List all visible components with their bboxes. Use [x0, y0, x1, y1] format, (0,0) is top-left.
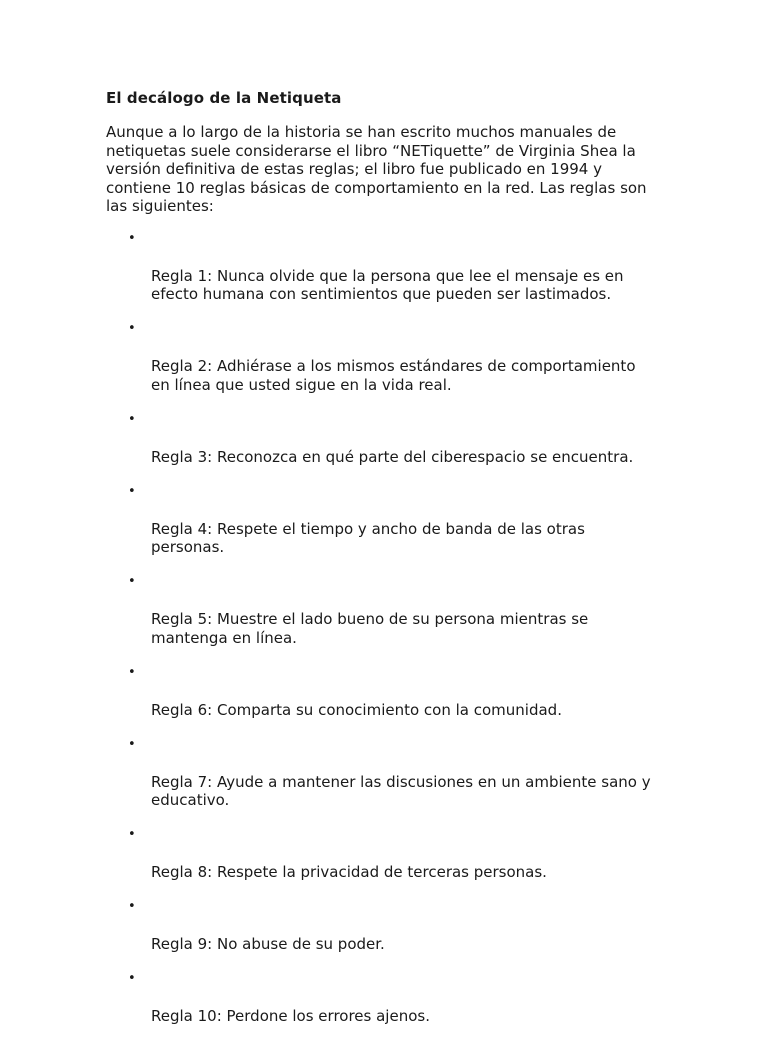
rules-list	[106, 230, 666, 1026]
bullet-icon: •	[128, 664, 136, 680]
bullet-icon: •	[128, 899, 136, 914]
bullet-icon: •	[128, 230, 136, 246]
list-item	[106, 411, 666, 467]
document-content	[106, 88, 666, 1042]
rule-text: Regla 6: Comparta su conocimiento con la comunidad.	[151, 700, 562, 719]
rule-text: Regla 7: Ayude a mantener las discusiones en un ambiente sano y educativo.	[151, 772, 651, 809]
bullet-icon: •	[128, 736, 136, 752]
list-item	[106, 230, 666, 304]
list-item	[106, 736, 666, 810]
rule-text: Regla 5: Muestre el lado bueno de su persona mientras se mantenga en línea.	[151, 610, 589, 647]
intro-paragraph: Aunque a lo largo de la historia se han escrito muchos manuales de netiquetas suele considerarse el libro “NETiquette” de Virginia Shea la versión definitiva de estas reglas; el libro fue publicado en 1994 y contiene 10 reglas básicas de comportamiento en la red. Las reglas son las siguientes:	[106, 123, 647, 215]
rule-text: Regla 4: Respete el tiempo y ancho de banda de las otras personas.	[151, 519, 585, 556]
bullet-icon: •	[128, 483, 136, 499]
bullet-icon: •	[128, 321, 136, 336]
list-item	[106, 573, 666, 647]
rule-text: Regla 8: Respete la privacidad de terceras personas.	[151, 863, 547, 881]
rule-text: Regla 3: Reconozca en qué parte del ciberespacio se encuentra.	[151, 447, 634, 466]
rule-text: Regla 2: Adhiérase a los mismos estándares de comportamiento en línea que usted sigue en la vida real.	[151, 357, 636, 394]
rule-text: Regla 10: Perdone los errores ajenos.	[151, 1007, 430, 1025]
bullet-icon: •	[128, 827, 136, 842]
rule-text: Regla 9: No abuse de su poder.	[151, 935, 385, 953]
document-title: El decálogo de la Netiqueta	[106, 89, 342, 107]
bullet-icon: •	[128, 574, 136, 589]
bullet-icon: •	[128, 411, 136, 427]
rule-text: Regla 1: Nunca olvide que la persona que lee el mensaje es en efecto humana con sentimientos que pueden ser lastimados.	[151, 266, 624, 303]
list-item	[106, 970, 666, 1026]
list-item	[106, 664, 666, 720]
list-item	[106, 898, 666, 954]
list-item	[106, 483, 666, 557]
list-item	[106, 320, 666, 394]
list-item	[106, 826, 666, 882]
bullet-icon: •	[128, 971, 136, 986]
